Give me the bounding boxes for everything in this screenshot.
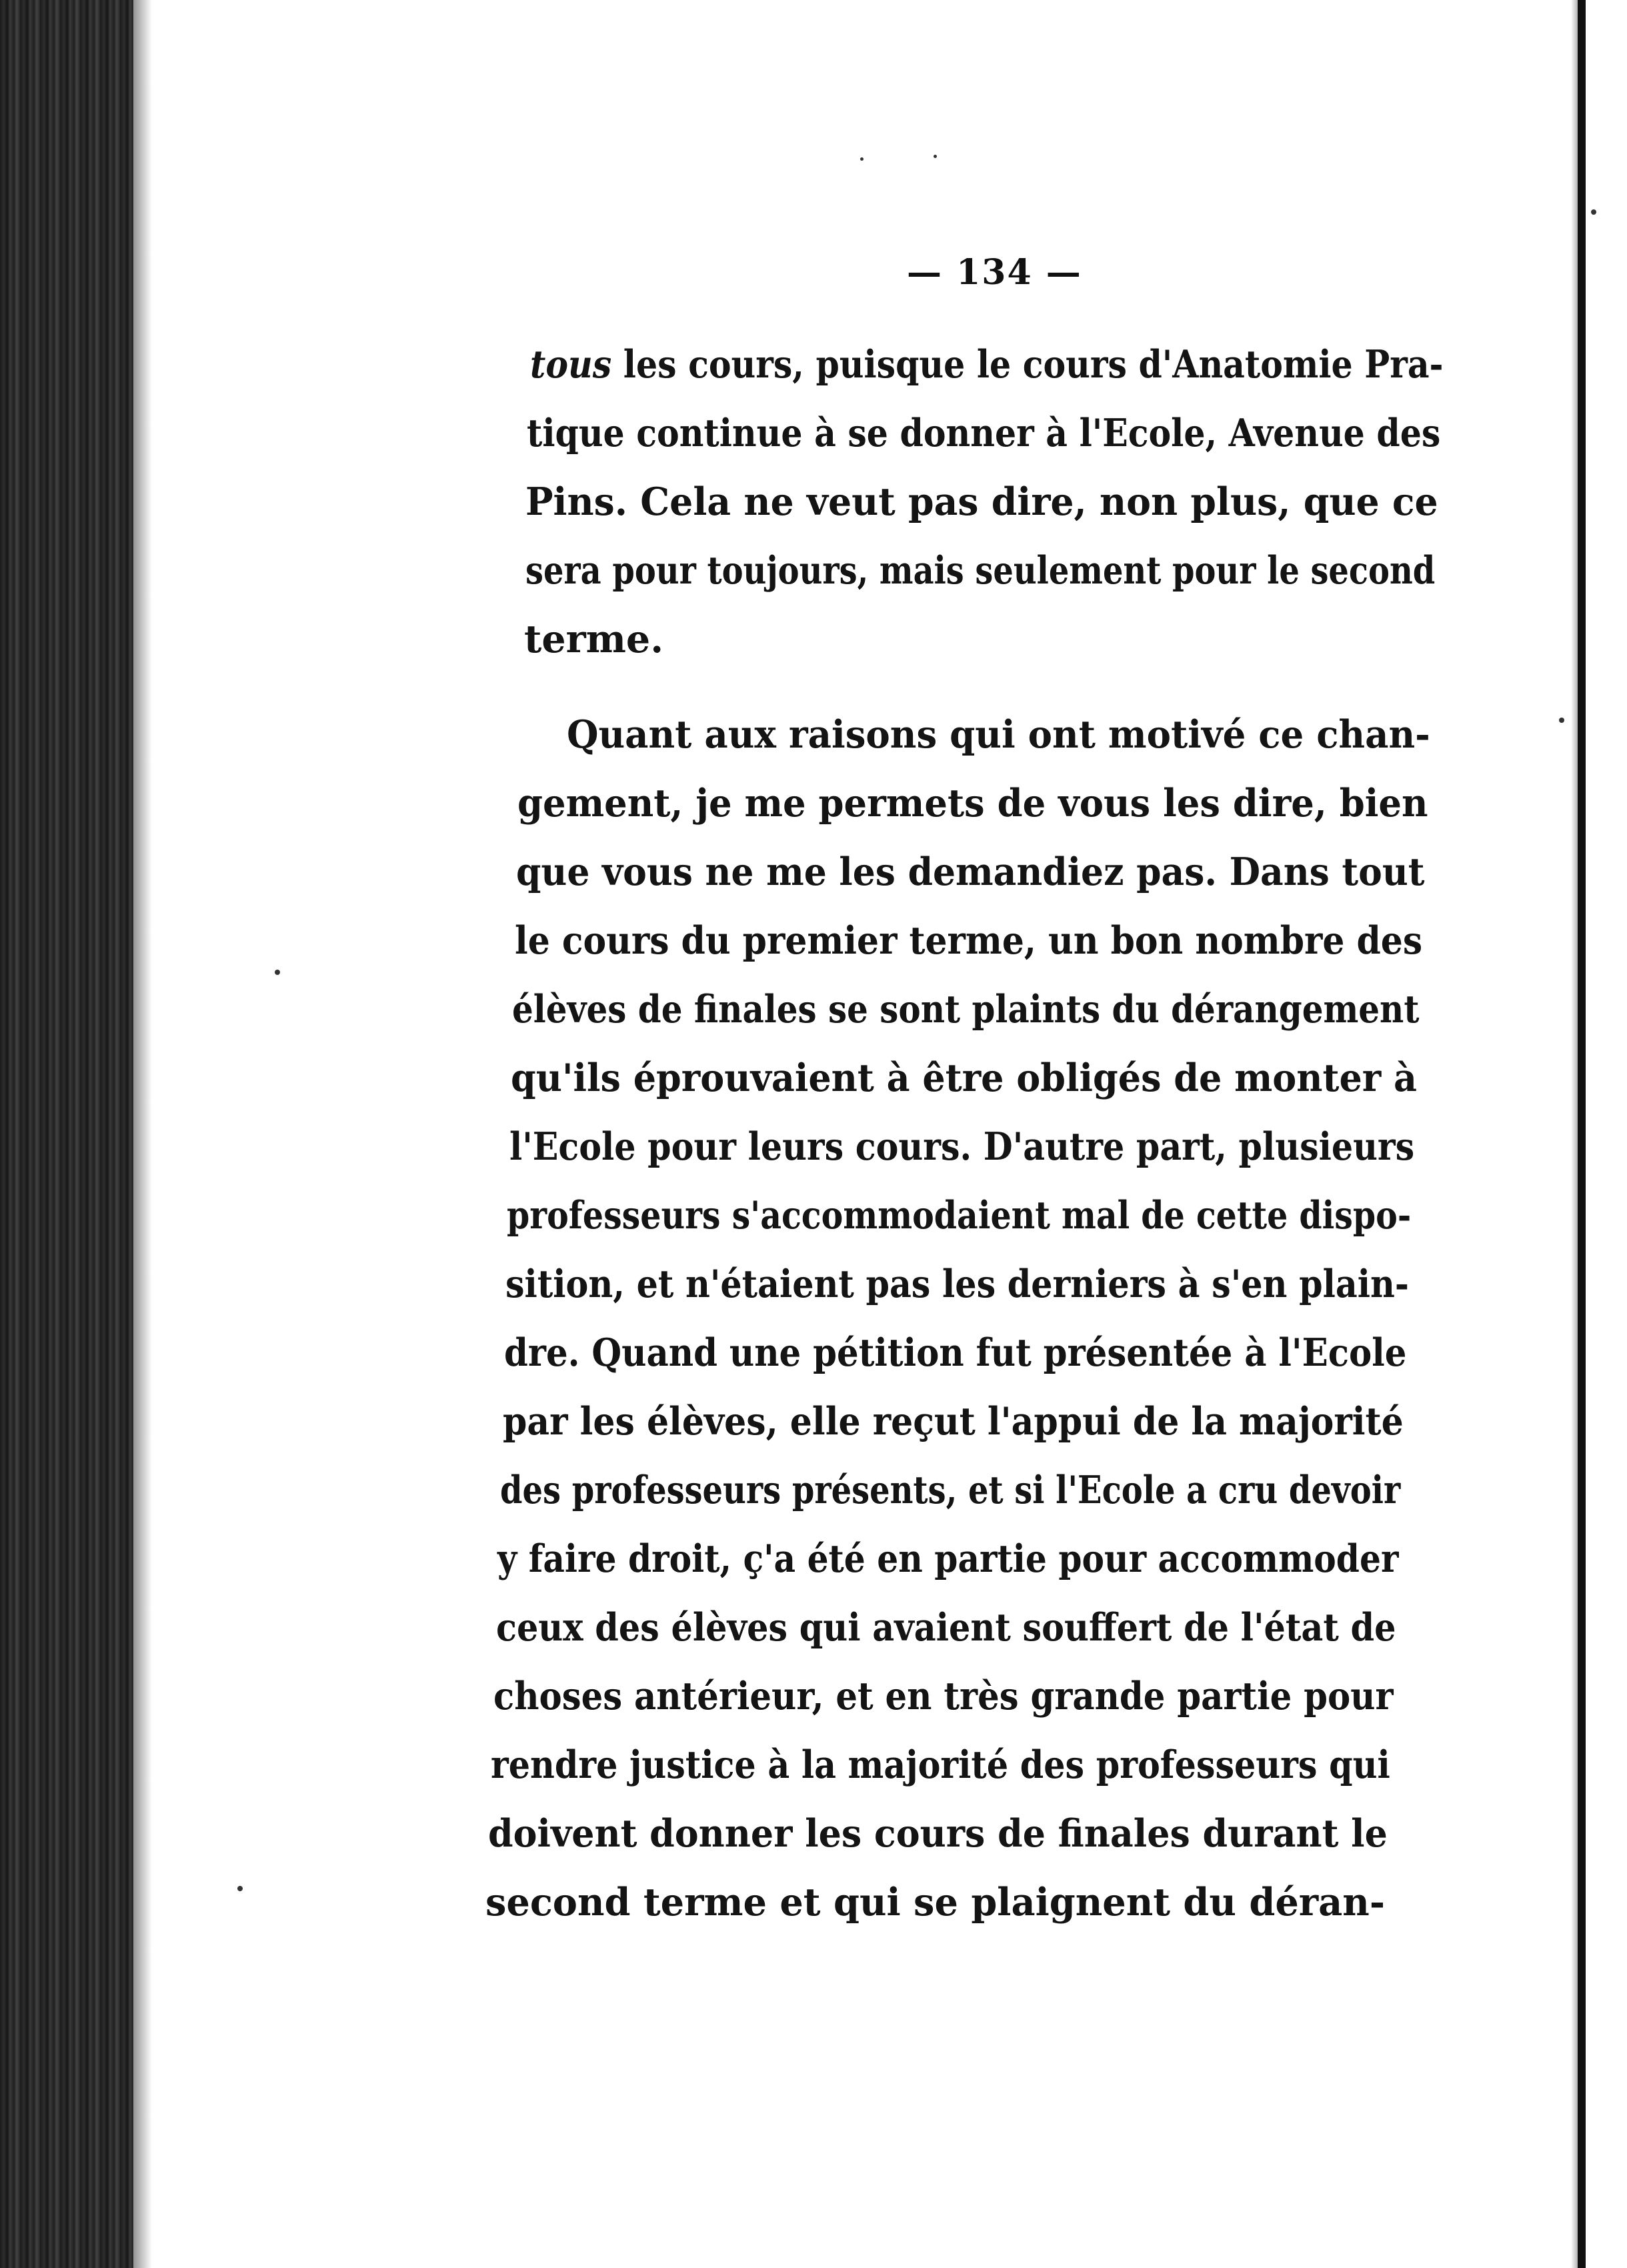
scan-speck [860, 157, 864, 161]
text-line: Pins. Cela ne veut pas dire, non plus, que ce [525, 479, 1438, 524]
text-line: choses antérieur, et en très grande partie pour [493, 1674, 1394, 1719]
italic-word: tous [530, 342, 612, 387]
text-line: qu'ils éprouvaient à être obligés de monter à [511, 1056, 1418, 1100]
text-line: le cours du premier terme, un bon nombre des [515, 918, 1423, 963]
text-line: sera pour toujours, mais seulement pour le second [525, 548, 1436, 593]
scan-speck [237, 1886, 243, 1891]
text-line: y faire droit, ç'a été en partie pour accommoder [497, 1536, 1399, 1581]
text-line: élèves de finales se sont plaints du dérangement [512, 987, 1420, 1032]
scan-speck [1559, 718, 1564, 723]
text-line: Quant aux raisons qui ont motivé ce chan- [567, 712, 1430, 757]
page-binding-edge [0, 0, 133, 2268]
text-line: l'Ecole pour leurs cours. D'autre part, plusieurs [509, 1124, 1415, 1169]
text-line: rendre justice à la majorité des professeurs qui [491, 1743, 1390, 1787]
text-line: tique continue à se donner à l'Ecole, Avenue des [527, 411, 1441, 455]
scan-speck [1591, 209, 1596, 215]
text-line: tous les cours, puisque le cours d'Anatomie Pra- [530, 342, 1444, 387]
scan-speck [934, 155, 937, 158]
text-line: que vous ne me les demandiez pas. Dans tout [516, 850, 1425, 894]
text-line: ceux des élèves qui avaient souffert de l'état de [496, 1605, 1396, 1650]
body-text [480, 330, 1454, 1937]
text-line: sition, et n'étaient pas les derniers à s'en plain- [505, 1262, 1409, 1306]
paragraph-gap [480, 674, 1454, 700]
page-right-shadow [1571, 0, 1578, 2268]
text-line: gement, je me permets de vous les dire, bien [517, 781, 1428, 826]
text-line: doivent donner les cours de finales durant le [488, 1811, 1388, 1856]
text-line: dre. Quand une pétition fut présentée à l'Ecole [504, 1330, 1407, 1375]
text-line: des professeurs présents, et si l'Ecole a cru devoir [500, 1468, 1401, 1512]
text-line: professeurs s'accommodaient mal de cette dispo- [507, 1193, 1412, 1238]
scan-speck [275, 970, 280, 975]
text-line: second terme et qui se plaignent du déran- [485, 1880, 1385, 1925]
text-line: terme. [524, 617, 664, 662]
page-number: — 134 — [907, 252, 1082, 293]
text-line: par les élèves, elle reçut l'appui de la majorité [503, 1399, 1404, 1444]
page-right-edge [1578, 0, 1586, 2268]
